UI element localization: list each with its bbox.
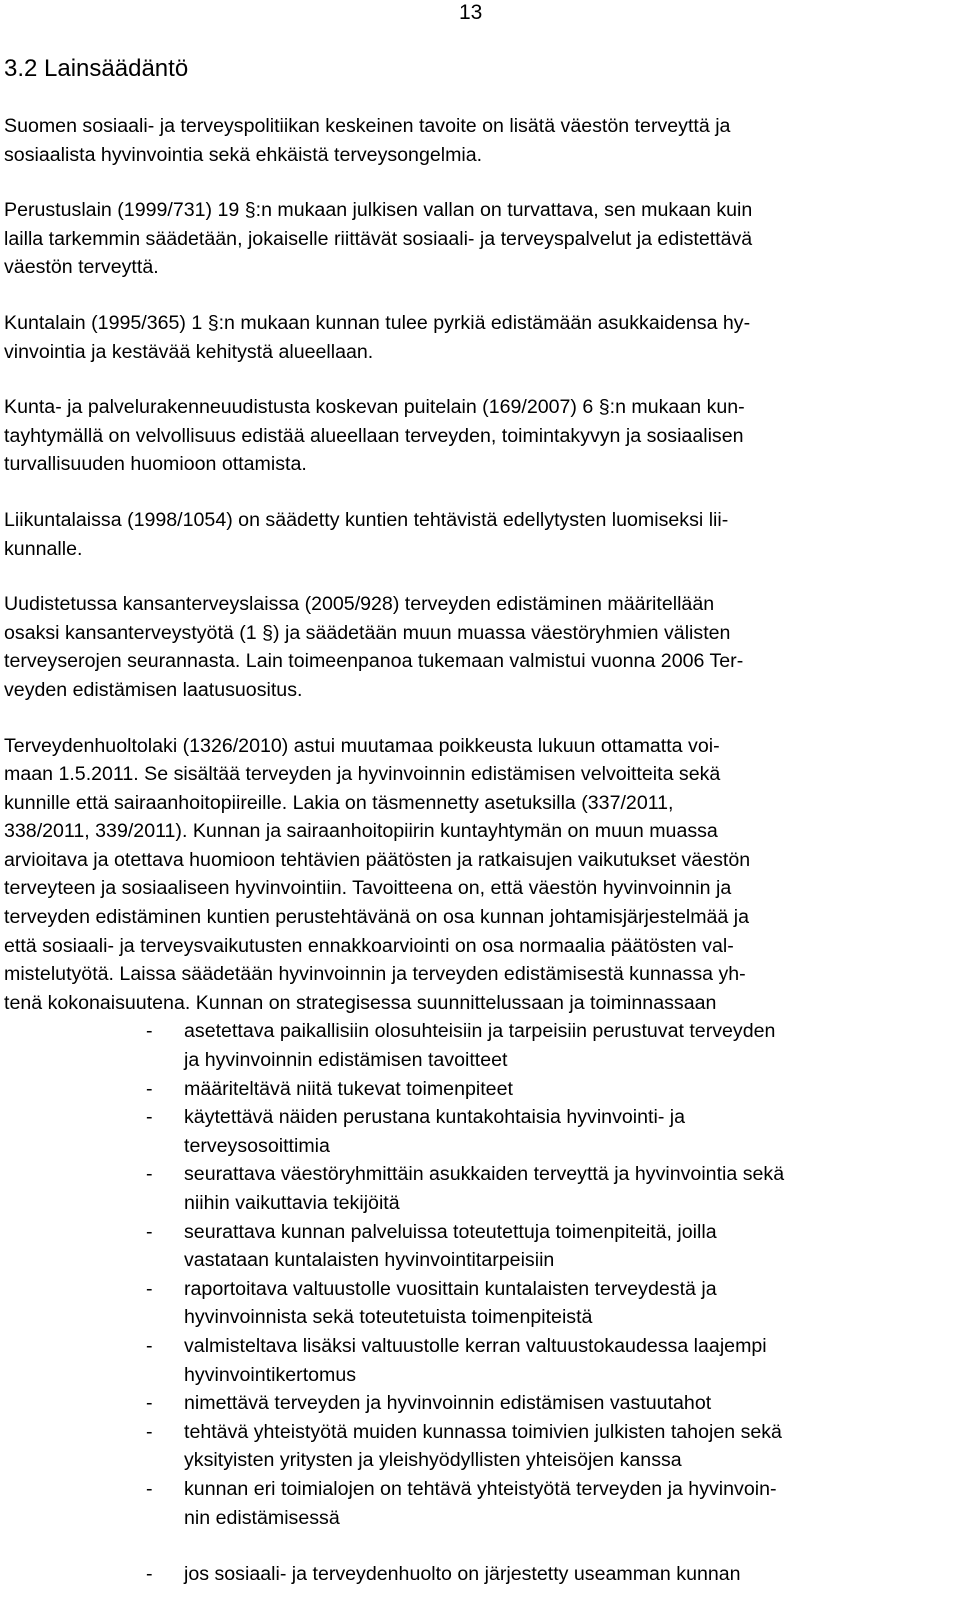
bullet-dash: -: [146, 1477, 153, 1500]
text-line: yksityisten yritysten ja yleishyödyllisten yhteisöjen kanssa: [184, 1449, 682, 1472]
text-line: Perustuslain (1999/731) 19 §:n mukaan julkisen vallan on turvattava, sen mukaan kuin: [4, 199, 753, 222]
bullet-dash: -: [146, 1392, 153, 1415]
text-line: mistelutyötä. Laissa säädetään hyvinvoinnin ja terveyden edistämisestä kunnassa yh-: [4, 963, 746, 986]
text-line: kunnan eri toimialojen on tehtävä yhteistyötä terveyden ja hyvinvoin-: [184, 1477, 777, 1500]
bullet-dash: -: [146, 1077, 153, 1100]
text-line: osaksi kansanterveystyötä (1 §) ja säädetään muun muassa väestöryhmien välisten: [4, 621, 731, 644]
text-line: jos sosiaali- ja terveydenhuolto on järjestetty useamman kunnan: [184, 1563, 741, 1586]
text-line: terveyserojen seurannasta. Lain toimeenpanoa tukemaan valmistui vuonna 2006 Ter-: [4, 650, 744, 673]
text-line: vastataan kuntalaisten hyvinvointitarpeisiin: [184, 1249, 555, 1272]
bullet-dash: -: [146, 1106, 153, 1129]
text-line: väestön terveyttä.: [4, 256, 159, 279]
list-item: [4, 1332, 934, 1389]
paragraph: [4, 309, 934, 366]
list-item: [4, 1075, 934, 1104]
text-line: terveyden edistäminen kuntien perustehtävänä on osa kunnan johtamisjärjestelmää ja: [4, 906, 750, 929]
text-line: sosiaalista hyvinvointia sekä ehkäistä terveysongelmia.: [4, 143, 483, 166]
document-body: [4, 112, 934, 1589]
text-line: arvioitava ja otettava huomioon tehtävien päätösten ja ratkaisujen vaikutukset väestön: [4, 848, 751, 871]
text-line: vinvointia ja kestävää kehitystä alueellaan.: [4, 340, 374, 363]
list-item: [4, 1389, 934, 1418]
text-line: hyvinvointikertomus: [184, 1363, 357, 1386]
text-line: terveyteen ja sosiaaliseen hyvinvointiin. Tavoitteena on, että väestön hyvinvoinnin ja: [4, 877, 732, 900]
text-line: nimettävä terveyden ja hyvinvoinnin edistämisen vastuutahot: [184, 1392, 712, 1415]
bullet-dash: -: [146, 1420, 153, 1443]
text-line: tayhtymällä on velvollisuus edistää alueellaan terveyden, toimintakyvyn ja sosiaalisen: [4, 424, 744, 447]
list-item: [4, 1275, 934, 1332]
paragraph: [4, 112, 934, 169]
section-heading: 3.2 Lainsäädäntö: [4, 55, 189, 82]
text-line: lailla tarkemmin säädetään, jokaiselle riittävät sosiaali- ja terveyspalvelut ja edistettävä: [4, 227, 753, 250]
text-line: tenä kokonaisuutena. Kunnan on strategisessa suunnittelussaan ja toiminnassaan: [4, 991, 717, 1014]
text-line: Liikuntalaissa (1998/1054) on säädetty kuntien tehtävistä edellytysten luomiseksi lii-: [4, 508, 729, 531]
list-item: [4, 1475, 934, 1532]
bullet-dash: -: [146, 1163, 153, 1186]
text-line: Kuntalain (1995/365) 1 §:n mukaan kunnan tulee pyrkiä edistämään asukkaidensa hy-: [4, 311, 751, 334]
text-line: niihin vaikuttavia tekijöitä: [184, 1192, 400, 1214]
bullet-dash: -: [146, 1220, 153, 1243]
text-line: seurattava kunnan palveluissa toteutettuja toimenpiteitä, joilla: [184, 1220, 717, 1243]
text-line: asetettava paikallisiin olosuhteisiin ja tarpeisiin perustuvat terveyden: [184, 1020, 776, 1043]
paragraph: [4, 393, 934, 479]
text-line: että sosiaali- ja terveysvaikutusten ennakkoarviointi on osa normaalia päätösten val-: [4, 934, 734, 957]
bullet-dash: -: [146, 1334, 153, 1357]
text-line: ja hyvinvoinnin edistämisen tavoitteet: [184, 1049, 508, 1072]
text-line: maan 1.5.2011. Se sisältää terveyden ja hyvinvoinnin edistämisen velvoitteita sekä: [4, 763, 721, 786]
text-line: nin edistämisessä: [184, 1506, 340, 1529]
list-item: [4, 1418, 934, 1475]
list-item: [4, 1017, 934, 1074]
text-line: hyvinvoinnista sekä toteutetuista toimenpiteistä: [184, 1306, 593, 1329]
list-item: [4, 1103, 934, 1160]
paragraph: [4, 196, 934, 282]
page-number: 13: [459, 1, 483, 24]
text-line: Kunta- ja palvelurakenneuudistusta koskevan puitelain (169/2007) 6 §:n mukaan kun-: [4, 396, 745, 419]
text-line: tehtävä yhteistyötä muiden kunnassa toimivien julkisten tahojen sekä: [184, 1420, 782, 1443]
bullet-list: [4, 1017, 934, 1588]
text-line: Suomen sosiaali- ja terveyspolitiikan keskeinen tavoite on lisätä väestön terveyttä ja: [4, 115, 731, 137]
bullet-dash: -: [146, 1563, 153, 1586]
paragraph: [4, 590, 934, 704]
text-line: turvallisuuden huomioon ottamista.: [4, 453, 307, 476]
paragraph: [4, 506, 934, 563]
text-line: 338/2011, 339/2011). Kunnan ja sairaanhoitopiirin kuntayhtymän on muun muassa: [4, 820, 718, 843]
text-line: määriteltävä niitä tukevat toimenpiteet: [184, 1077, 513, 1100]
list-item: [4, 1218, 934, 1275]
text-line: Terveydenhuoltolaki (1326/2010) astui muutamaa poikkeusta lukuun ottamatta voi-: [4, 734, 720, 757]
text-line: valmisteltava lisäksi valtuustolle kerran valtuustokaudessa laajempi: [184, 1334, 767, 1357]
text-line: terveysosoittimia: [184, 1134, 330, 1157]
bullet-dash: -: [146, 1020, 153, 1043]
text-line: raportoitava valtuustolle vuosittain kuntalaisten terveydestä ja: [184, 1277, 717, 1300]
list-item: [4, 1560, 934, 1589]
text-line: käytettävä näiden perustana kuntakohtaisia hyvinvointi- ja: [184, 1106, 686, 1129]
text-line: veyden edistämisen laatusuositus.: [4, 678, 303, 701]
bullet-dash: -: [146, 1277, 153, 1300]
list-item: [4, 1160, 934, 1217]
text-line: kunnille että sairaanhoitopiireille. Lakia on täsmennetty asetuksilla (337/2011,: [4, 791, 674, 814]
text-line: seurattava väestöryhmittäin asukkaiden terveyttä ja hyvinvointia sekä: [184, 1163, 785, 1186]
text-line: kunnalle.: [4, 537, 83, 560]
paragraph: [4, 732, 934, 1018]
text-line: Uudistetussa kansanterveyslaissa (2005/928) terveyden edistäminen määritellään: [4, 593, 715, 616]
